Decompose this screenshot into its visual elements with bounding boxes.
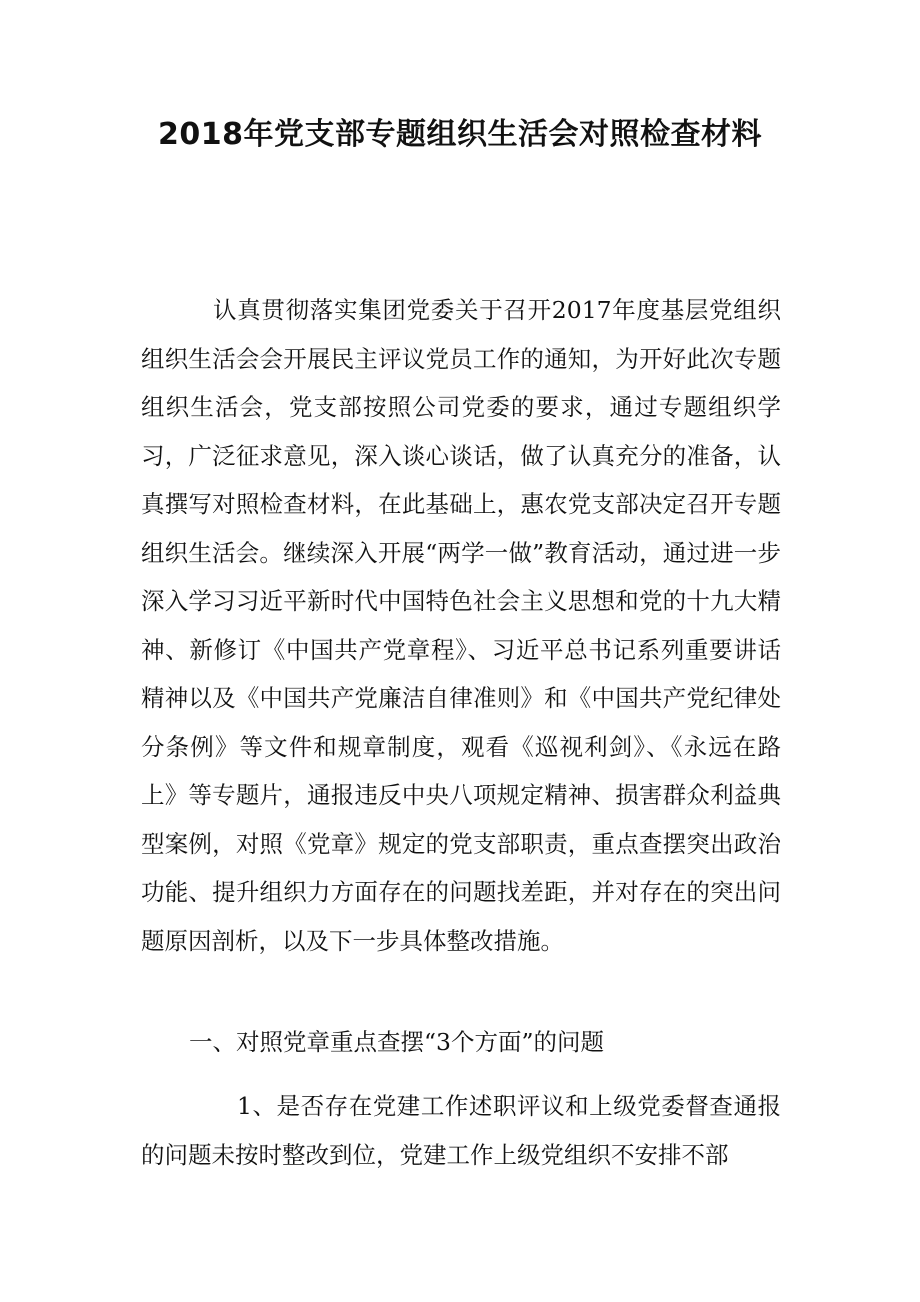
section-heading: 一、对照党章重点查摆“3个方面”的问题 <box>189 1028 604 1056</box>
document-title: 2018年党支部专题组织生活会对照检查材料 <box>158 117 762 152</box>
intro-paragraph: 认真贯彻落实集团党委关于召开2017年度基层党组织组织生活会会开展民主评议党员工作的通知，为开好此次专题组织生活会，党支部按照公司党委的要求，通过专题组织学习，广泛征求意见，深入谈心谈话，做了认真充分的准备，认真撰写对照检查材料，在此基础上，惠农党支部决定召开专题组织生活会。继续深入开展“两学一做”教育活动，通过进一步深入学习习近平新时代中国特色社会主义思想和党的十九大精神、新修订《中国共产党章程》、习近平总书记系列重要讲话精神以及《中国共产党廉洁自律准则》和《中国共产党纪律处分条例》等文件和规章制度，观看《巡视利剑》、《永远在路上》等专题片，通报违反中央八项规定精神、损害群众利益典型案例，对照《党章》规定的党支部职责，重点查摆突出政治功能、提升组织力方面存在的问题找差距，并对存在的突出问题原因剖析，以及下一步具体整改措施。 <box>141 296 781 955</box>
item-paragraph: 1、是否存在党建工作述职评议和上级党委督查通报的问题未按时整改到位，党建工作上级党组织不安排不部 <box>141 1092 781 1169</box>
